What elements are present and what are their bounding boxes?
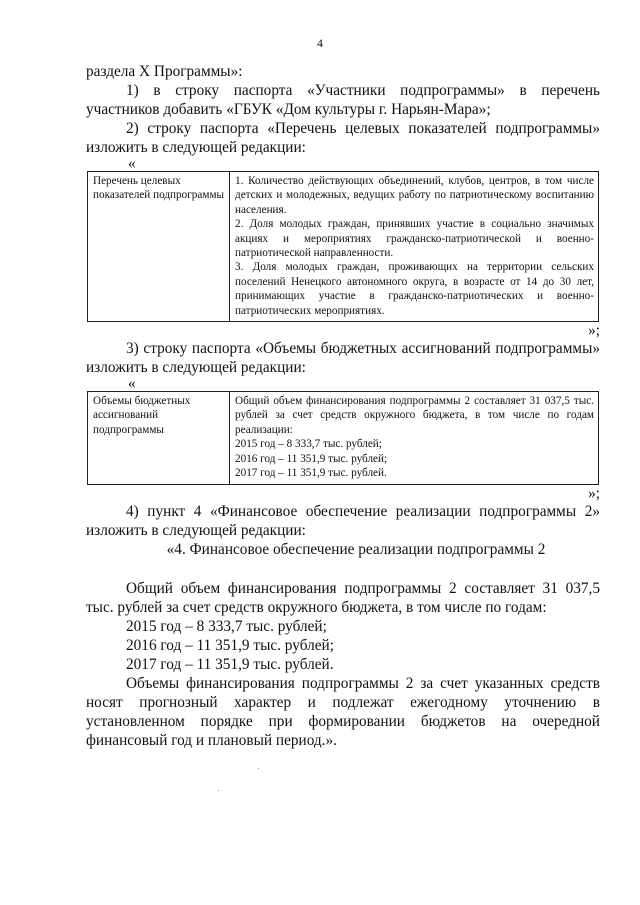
page-number: 4 xyxy=(317,36,323,50)
indicator-3: 3. Доля молодых граждан, проживающих на территории сельских поселений Ненецкого автономного округа, в возрасте от 14 до 30 лет, принимающих участие в гражданско-патриотических и военно-патриотических мероприятиях. xyxy=(235,261,594,317)
table2-label-cell: Объемы бюджетных ассигнований подпрограммы xyxy=(88,392,230,484)
budget-total: Общий объем финансирования подпрограммы 2 составляет 31 037,5 тыс. рублей за счет средств окружного бюджета, в том числе по годам реализации: xyxy=(235,395,594,436)
body-total: Общий объем финансирования подпрограммы 2 составляет 31 037,5 тыс. рублей за счет средств окружного бюджета, в том числе по годам: xyxy=(86,579,600,616)
document-body xyxy=(86,62,600,750)
body-year-2017: 2017 год – 11 351,9 тыс. рублей. xyxy=(126,655,334,673)
amendment-item-2: 2) строку паспорта «Перечень целевых показателей подпрограммы» изложить в следующей редакции: xyxy=(86,120,600,156)
table1-value-cell xyxy=(230,172,599,322)
indicator-1: 1. Количество действующих объединений, клубов, центров, в том числе детских и молодежных, ведущих работу по патриотическому воспитанию населения. xyxy=(235,175,594,216)
table-row xyxy=(88,172,599,322)
intro-line: раздела X Программы»: xyxy=(86,63,243,80)
budget-allocations-table xyxy=(87,391,599,484)
table2-open-quote: « xyxy=(128,375,136,393)
body-year-2015: 2015 год – 8 333,7 тыс. рублей; xyxy=(126,617,327,635)
table-row xyxy=(88,392,599,484)
scan-speck xyxy=(218,790,219,791)
scan-speck xyxy=(258,768,259,769)
table1-label-cell: Перечень целевых показателей подпрограммы xyxy=(88,172,230,322)
amendment-item-3: 3) строку паспорта «Объемы бюджетных ассигнований подпрограммы» изложить в следующей редакции: xyxy=(86,340,600,377)
body-year-2016: 2016 год – 11 351,9 тыс. рублей; xyxy=(126,636,334,654)
budget-year-2015: 2015 год – 8 333,7 тыс. рублей; xyxy=(235,438,382,451)
section-heading: «4. Финансовое обеспечение реализации подпрограммы 2 xyxy=(166,540,546,558)
spacer xyxy=(86,559,600,579)
body-closing: Объемы финансирования подпрограммы 2 за счет указанных средств носят прогнозный характер и подлежат ежегодному уточнению в установленном порядке при формировании бюджетов на очередной финансовый год и плановый период.». xyxy=(86,674,600,749)
budget-year-2016: 2016 год – 11 351,9 тыс. рублей; xyxy=(235,452,388,465)
budget-year-2017: 2017 год – 11 351,9 тыс. рублей. xyxy=(235,467,387,480)
target-indicators-table xyxy=(87,171,599,322)
table1-open-quote: « xyxy=(128,155,136,172)
table1-close-quote: »; xyxy=(588,322,600,340)
indicator-2: 2. Доля молодых граждан, принявших участие в социально значимых акциях и мероприятиях гражданско-патриотической и военно-патриотической направленности. xyxy=(235,218,594,260)
table2-close-quote: »; xyxy=(588,484,600,502)
amendment-item-1: 1) в строку паспорта «Участники подпрограммы» в перечень участников добавить «ГБУК «Дом культуры г. Нарьян-Мара»; xyxy=(86,82,600,118)
table2-value-cell xyxy=(230,392,599,484)
amendment-item-4: 4) пункт 4 «Финансовое обеспечение реализации подпрограммы 2» изложить в следующей редакции: xyxy=(86,502,600,539)
